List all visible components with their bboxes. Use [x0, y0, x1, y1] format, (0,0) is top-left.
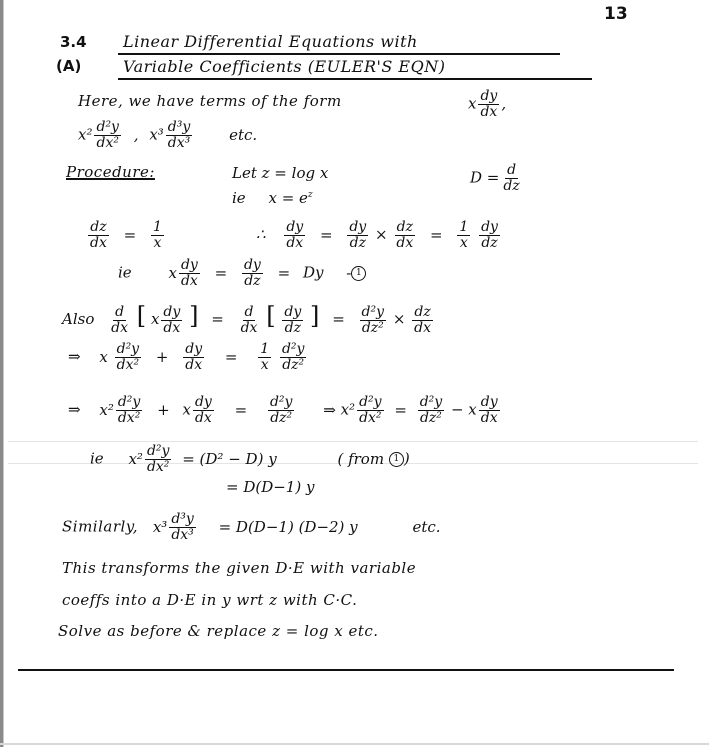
- denominator: dz: [503, 178, 520, 194]
- fraction: [88, 220, 109, 251]
- coef: x: [468, 94, 477, 113]
- dz-dx-equation: [86, 220, 166, 251]
- denominator: dx: [185, 357, 203, 373]
- numerator: d²y: [361, 303, 385, 320]
- coef: x: [182, 400, 191, 419]
- plus: +: [157, 400, 170, 419]
- denominator: dz²: [270, 410, 293, 426]
- denominator: dx: [480, 104, 498, 120]
- also-equation: Also $\frac{d}{dx}$ [ x $\frac{dy}{dx}$ ] = $\frac{d}{dx}$ [ $\frac{dy}{dz}$ ] = $\frac{\text{d²y}}{\text{dz²}}$ × $\frac{dz}{dx}$: [62, 302, 432, 336]
- numerator: d²y: [117, 394, 141, 410]
- similarly-label: Similarly,: [62, 517, 139, 536]
- fraction: [169, 512, 195, 543]
- page-left-border-inner: [3, 0, 4, 747]
- title-line-2: Variable Coefficients (EULER'S EQN): [123, 57, 446, 76]
- numerator: d: [244, 303, 254, 320]
- fraction: [239, 305, 260, 336]
- intro-terms-2: x² $\frac{\text{d²y}}{\text{dx²}}$ , x³ $\frac{\text{d³y}}{\text{dx³}}$ etc.: [78, 119, 258, 151]
- result-equation-factored: = D(D−1) y: [226, 478, 315, 496]
- fraction: [479, 220, 500, 251]
- implies-arrow: ⇒: [68, 400, 81, 419]
- D-definition: [470, 163, 524, 194]
- denominator: dx²: [359, 410, 382, 426]
- denominator: dz: [481, 235, 498, 251]
- ie-label: ie: [90, 449, 104, 468]
- denominator: x: [153, 235, 162, 251]
- fraction: [412, 305, 433, 336]
- denominator: dz²: [282, 357, 305, 373]
- fraction: [179, 258, 200, 289]
- numerator: dy: [481, 219, 498, 235]
- numerator: d²y: [116, 341, 140, 357]
- similarly-equation: [62, 512, 441, 543]
- denominator: dz: [284, 319, 301, 336]
- comma: ,: [501, 94, 507, 113]
- fraction: [242, 258, 263, 289]
- numerator: 1: [153, 219, 162, 235]
- fraction: [161, 305, 182, 336]
- also-label: Also: [62, 310, 95, 328]
- fraction: [151, 220, 164, 251]
- numerator: dy: [180, 257, 198, 273]
- coef: x²: [99, 400, 114, 419]
- ie-label: ie: [232, 189, 246, 207]
- denominator: x: [459, 235, 468, 251]
- numerator: dy: [480, 394, 498, 410]
- numerator: d²y: [281, 341, 305, 357]
- coef: x: [168, 263, 177, 282]
- fraction: [258, 342, 271, 373]
- numerator: dz: [90, 219, 107, 235]
- section-number: 3.4: [60, 33, 87, 51]
- denominator: dx: [163, 319, 181, 336]
- equation-1: ie x $\frac{dy}{dx}$ = $\frac{dy}{dz}$ = Dy - 1: [118, 258, 366, 289]
- numerator: 1: [260, 341, 270, 357]
- chain-rule-equation: ∴ $\frac{dy}{dx}$ = $\frac{dy}{dz}$ × $\frac{dz}{dx}$ = $\frac{1}{x}$ $\frac{dy}{dz}$: [256, 219, 498, 251]
- implies-equation-2: ⇒ x² $\frac{\text{d²y}}{\text{dx²}}$ + x $\frac{dy}{dx}$ = $\frac{\text{d²y}}{\text{dz²}}$ ⇒ x² $\frac{\text{d²y}}{\text{dx²}}$ = $\frac{\text{d²y}}{\text{dz²}}$ − x $\frac{dy}{dx}$: [68, 394, 498, 426]
- implies-arrow: ⇒: [323, 400, 336, 419]
- denominator: dx: [286, 235, 304, 251]
- x-equals: x = e: [268, 189, 308, 207]
- coef: x: [150, 310, 160, 328]
- coef: x: [99, 347, 108, 366]
- fraction: [501, 163, 521, 194]
- denominator: dx: [194, 410, 212, 426]
- ie-statement: [232, 189, 313, 207]
- conclusion-line-1: This transforms the given D·E with variable: [62, 559, 417, 577]
- minus-x: − x: [450, 400, 477, 419]
- denominator: dz²: [419, 410, 442, 426]
- equation-ref-tag: 1: [389, 452, 404, 467]
- intro-sentence: Here, we have terms of the form: [78, 92, 342, 110]
- denominator: dz²: [361, 319, 384, 336]
- subsection-label: (A): [56, 57, 82, 75]
- numerator: d³y: [171, 511, 194, 527]
- coef: x³: [149, 125, 164, 144]
- from-note: ( from: [337, 449, 385, 468]
- denominator: dx³: [171, 527, 194, 543]
- rhs-expression: = D(D−1) (D−2) y: [218, 517, 358, 536]
- numerator: dy: [194, 394, 212, 410]
- intro-text: [78, 92, 342, 110]
- fraction: [94, 120, 120, 151]
- fraction: [457, 220, 470, 251]
- fraction: [268, 395, 294, 426]
- denominator: dx: [240, 319, 258, 336]
- denominator: dz: [244, 273, 261, 289]
- numerator: dy: [480, 88, 498, 104]
- fraction: [478, 89, 499, 120]
- Dy: Dy: [302, 263, 324, 282]
- numerator: d²y: [146, 443, 170, 459]
- fraction: [109, 305, 130, 336]
- numerator: d²y: [419, 394, 443, 410]
- denominator: dx: [480, 410, 498, 426]
- equals: =: [123, 225, 137, 244]
- fraction: [280, 342, 306, 373]
- title-underline-1: [118, 53, 560, 55]
- numerator: d: [115, 303, 125, 320]
- times: ×: [392, 310, 406, 328]
- denominator: dx: [180, 273, 198, 289]
- denominator: dx²: [116, 357, 140, 373]
- coef: x²: [128, 449, 143, 468]
- conclusion-line-3: Solve as before & replace z = log x etc.: [58, 622, 379, 640]
- conclusion-line-2: coeffs into a D·E in y wrt z with C·C.: [62, 591, 358, 609]
- denominator: dx: [111, 319, 128, 336]
- procedure-label: Procedure:: [66, 163, 155, 181]
- fraction: [418, 395, 444, 426]
- fraction: [357, 395, 383, 426]
- times: ×: [375, 225, 388, 244]
- fraction: [193, 395, 214, 426]
- denominator: dx²: [117, 410, 141, 426]
- denominator: dx³: [167, 135, 191, 151]
- denominator: dx: [396, 235, 414, 251]
- numerator: dy: [349, 219, 367, 235]
- numerator: d²y: [96, 119, 119, 135]
- numerator: dy: [284, 303, 302, 320]
- fraction: [145, 444, 171, 475]
- implies-equation-1: ⇒ x $\frac{\text{d²y}}{\text{dx²}}$ + $\frac{dy}{dx}$ = $\frac{1}{x}$ $\frac{\text{d²y}}{\text{dz²}}$: [68, 341, 305, 373]
- fraction: [394, 220, 415, 251]
- result-equation: [90, 444, 410, 475]
- equation-tag: 1: [351, 266, 366, 281]
- denominator: x: [260, 357, 269, 373]
- exponent: z: [307, 190, 313, 200]
- denominator: dx: [414, 319, 432, 336]
- etc-text: etc.: [412, 517, 441, 536]
- numerator: d³y: [167, 119, 191, 135]
- close-paren: ): [403, 449, 410, 468]
- page-bottom-edge: [0, 743, 709, 745]
- denominator: dx²: [146, 459, 170, 475]
- numerator: dy: [163, 303, 181, 320]
- fraction: [166, 120, 192, 151]
- title-underline-2: [118, 78, 592, 80]
- numerator: dz: [396, 219, 413, 235]
- coef: x²: [78, 125, 93, 144]
- fraction: [347, 220, 368, 251]
- denominator: dx: [90, 235, 107, 251]
- title-line-1: Linear Differential Equations with: [123, 32, 418, 51]
- numerator: 1: [459, 219, 469, 235]
- section-end-rule: [18, 669, 674, 671]
- numerator: dy: [286, 219, 304, 235]
- numerator: d²y: [269, 394, 293, 410]
- fraction: [115, 342, 141, 373]
- plus: +: [155, 347, 169, 366]
- etc-text: etc.: [229, 125, 258, 144]
- rhs-expression: = (D² − D) y: [182, 449, 277, 468]
- numerator: dy: [185, 341, 203, 357]
- fraction: [284, 220, 305, 251]
- D-equals: D =: [470, 168, 500, 187]
- scan-artifact-line: [8, 441, 698, 442]
- ie-label: ie: [118, 263, 132, 282]
- denominator: dx²: [96, 135, 119, 151]
- numerator: d²y: [359, 394, 382, 410]
- fraction: [183, 342, 204, 373]
- numerator: d: [507, 162, 517, 178]
- fraction: [282, 305, 303, 336]
- coef: x³: [152, 517, 168, 536]
- numerator: dy: [243, 257, 261, 273]
- page-number: 13: [604, 4, 628, 24]
- numerator: dz: [414, 303, 431, 320]
- fraction: [479, 395, 500, 426]
- fraction: [360, 305, 386, 336]
- implies-arrow: ⇒: [68, 347, 81, 366]
- let-statement: Let z = log x: [232, 164, 329, 182]
- intro-term-1: [468, 89, 506, 120]
- fraction: [116, 395, 142, 426]
- denominator: dz: [349, 235, 366, 251]
- coef: x²: [340, 400, 356, 419]
- therefore-symbol: ∴: [256, 225, 266, 244]
